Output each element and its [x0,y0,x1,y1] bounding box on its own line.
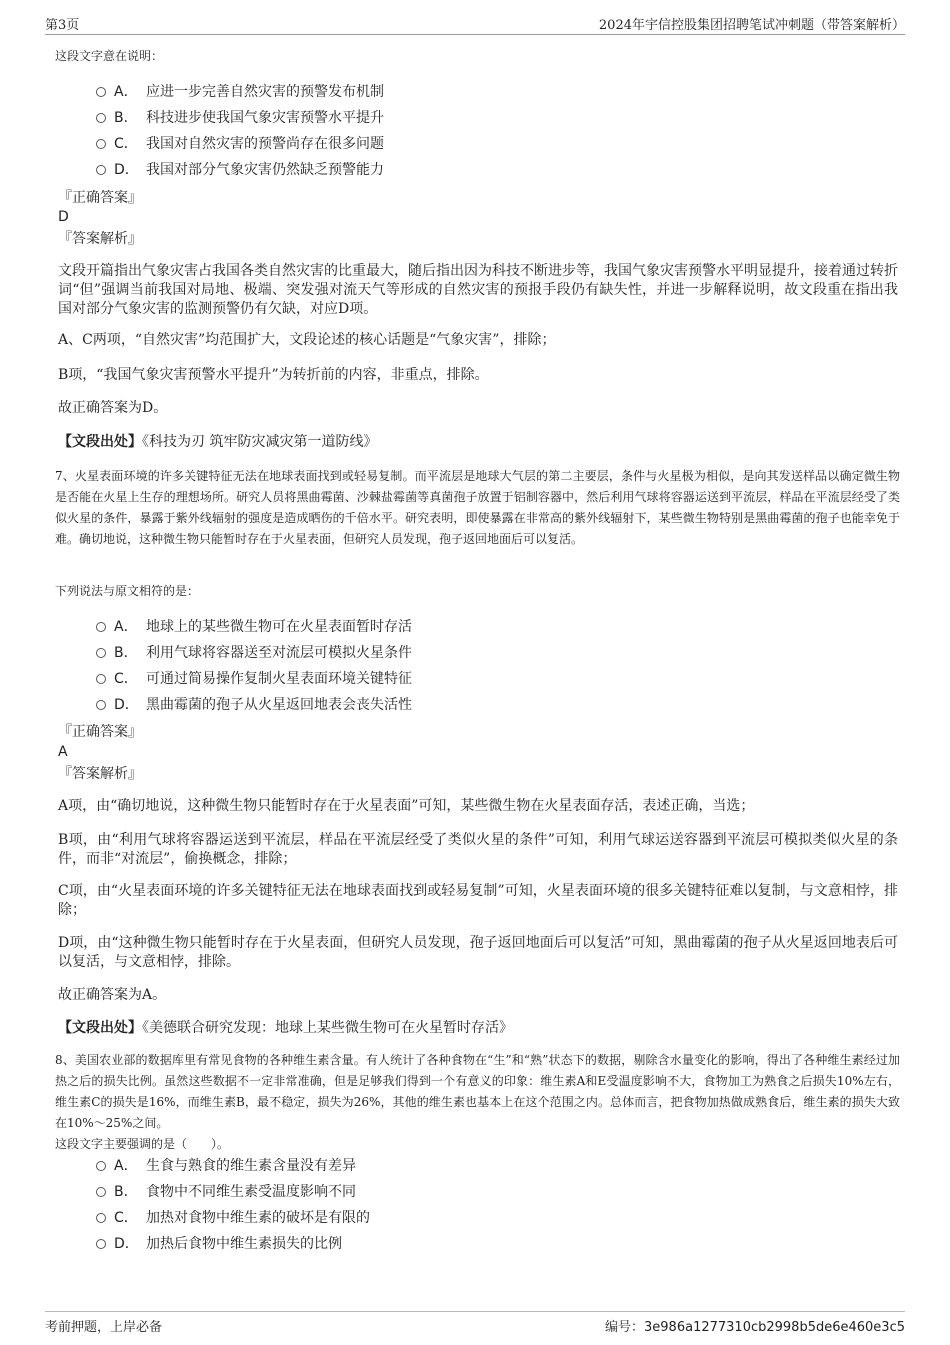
q6-option-c[interactable]: C． 我国对自然灾害的预警尚存在很多问题 [96,135,384,155]
q7-analysis-paragraph: B项，由“利用气球将容器运送到平流层，样品在平流层经受了类似火星的条件”可知，利用气球运送容器到平流层可模拟类似火星的条件，而非“对流层”，偷换概念，排除； [58,832,898,867]
q7-option-c[interactable]: C． 可通过简易操作复制火星表面环境关键特征 [96,670,412,690]
q6-option-b[interactable]: B． 科技进步使我国气象灾害预警水平提升 [96,109,384,129]
q6-analysis-line: A、C两项，“自然灾害”均范围扩大，文段论述的核心话题是“气象灾害”，排除； [58,332,556,348]
q7-analysis-line: 故正确答案为A。 [58,987,167,1003]
q7-answer-label: 『正确答案』 [58,724,142,740]
document-code: 编号：3e986a1277310cb2998b5de6e460e3c5 [605,1320,905,1335]
q8-option-d[interactable]: D． 加热后食物中维生素损失的比例 [96,1235,342,1255]
q6-answer: D [58,209,69,225]
radio-icon[interactable] [96,674,106,684]
radio-icon[interactable] [96,622,106,632]
page-header [45,14,905,35]
q6-analysis-line: 故正确答案为D。 [58,400,168,416]
q6-analysis-line: B项，“我国气象灾害预警水平提升”为转折前的内容，非重点，排除。 [58,367,489,383]
q6-answer-label: 『正确答案』 [58,190,142,206]
document-title: 2024年宇信控股集团招聘笔试冲刺题（带答案解析） [598,18,905,33]
q8-option-c[interactable]: C． 加热对食物中维生素的破坏是有限的 [96,1209,370,1229]
q7-prompt: 下列说法与原文相符的是： [55,584,200,598]
page-number: 第3页 [45,18,80,33]
q7-answer: A [58,744,68,760]
radio-icon[interactable] [96,1187,106,1197]
q7-option-d[interactable]: D． 黑曲霉菌的孢子从火星返回地表会丧失活性 [96,696,412,716]
q7-option-a[interactable]: A． 地球上的某些微生物可在火星表面暂时存活 [96,618,412,638]
q8-prompt: 这段文字主要强调的是（ ）。 [55,1137,230,1151]
q7-analysis-label: 『答案解析』 [58,766,142,782]
q8-passage: 8、美国农业部的数据库里有常见食物的各种维生素含量。有人统计了各种食物在“生”和“熟”状态下的数据，剔除含水量变化的影响，得出了各种维生素经过加热之后的损失比例。虽然这些数据不一定非常准确，但是足够我们得到一个有意义的印象：维生素A和E受温度影响不大，食物加工为熟食之后损失10%左右，维生素C的损失是16%，而维生素B，最不稳定，损失为26%，其他的维生素也基本上在这个范围之内。总体而言，把食物加热做成熟食后，维生素的损失大致在10%～25%之间。 [55,1053,900,1130]
q6-analysis-label: 『答案解析』 [58,231,142,247]
radio-icon[interactable] [96,139,106,149]
q6-option-a[interactable]: A． 应进一步完善自然灾害的预警发布机制 [96,83,384,103]
q7-source: 【文段出处】《美德联合研究发现：地球上某些微生物可在火星暂时存活》 [58,1020,513,1036]
q8-option-b[interactable]: B． 食物中不同维生素受温度影响不同 [96,1183,356,1203]
q6-analysis-paragraph: 文段开篇指出气象灾害占我国各类自然灾害的比重最大，随后指出因为科技不断进步等，我国气象灾害预警水平明显提升，接着通过转折词“但”强调当前我国对局地、极端、突发强对流天气等形成的自然灾害的预报手段仍有缺失性，并进一步解释说明，故文段重在指出我国对部分气象灾害的监测预警仍有欠缺，对应D项。 [58,263,898,317]
radio-icon[interactable] [96,700,106,710]
q7-analysis-paragraph: C项，由“火星表面环境的许多关键特征无法在地球表面找到或轻易复制”可知，火星表面环境的很多关键特征难以复制，与文意相悖，排除； [58,883,898,918]
q6-option-d[interactable]: D． 我国对部分气象灾害仍然缺乏预警能力 [96,161,384,181]
q7-passage: 7、火星表面环境的许多关键特征无法在地球表面找到或轻易复制。而平流层是地球大气层的第二主要层，条件与火星极为相似，是向其发送样品以确定微生物是否能在火星上生存的理想场所。研究人员将黑曲霉菌、沙棘盐霉菌等真菌孢子放置于铝制容器中，然后利用气球将容器运送到平流层，样品在平流层经受了类似火星的条件，暴露于紫外线辐射的强度是造成晒伤的千倍水平。研究表明，即使暴露在非常高的紫外线辐射下，某些微生物特别是黑曲霉菌的孢子也能幸免于难。确切地说，这种微生物只能暂时存在于火星表面，但研究人员发现，孢子返回地面后可以复活。 [55,469,900,546]
radio-icon[interactable] [96,1161,106,1171]
radio-icon[interactable] [96,648,106,658]
radio-icon[interactable] [96,113,106,123]
footer-slogan: 考前押题，上岸必备 [45,1320,163,1335]
radio-icon[interactable] [96,1239,106,1249]
radio-icon[interactable] [96,1213,106,1223]
q6-prompt: 这段文字意在说明： [55,49,164,63]
q7-analysis-line: A项，由“确切地说，这种微生物只能暂时存在于火星表面”可知，某些微生物在火星表面存活，表述正确，当选； [58,798,755,814]
page-footer [45,1311,905,1335]
radio-icon[interactable] [96,165,106,175]
q8-option-a[interactable]: A． 生食与熟食的维生素含量没有差异 [96,1157,356,1177]
q7-analysis-paragraph: D项，由“这种微生物只能暂时存在于火星表面，但研究人员发现，孢子返回地面后可以复活”可知，黑曲霉菌的孢子从火星返回地表后可以复活，与文意相悖，排除。 [58,935,898,970]
q7-option-b[interactable]: B． 利用气球将容器送至对流层可模拟火星条件 [96,644,412,664]
q6-source: 【文段出处】《科技为刃 筑牢防灾减灾第一道防线》 [58,434,378,450]
radio-icon[interactable] [96,87,106,97]
